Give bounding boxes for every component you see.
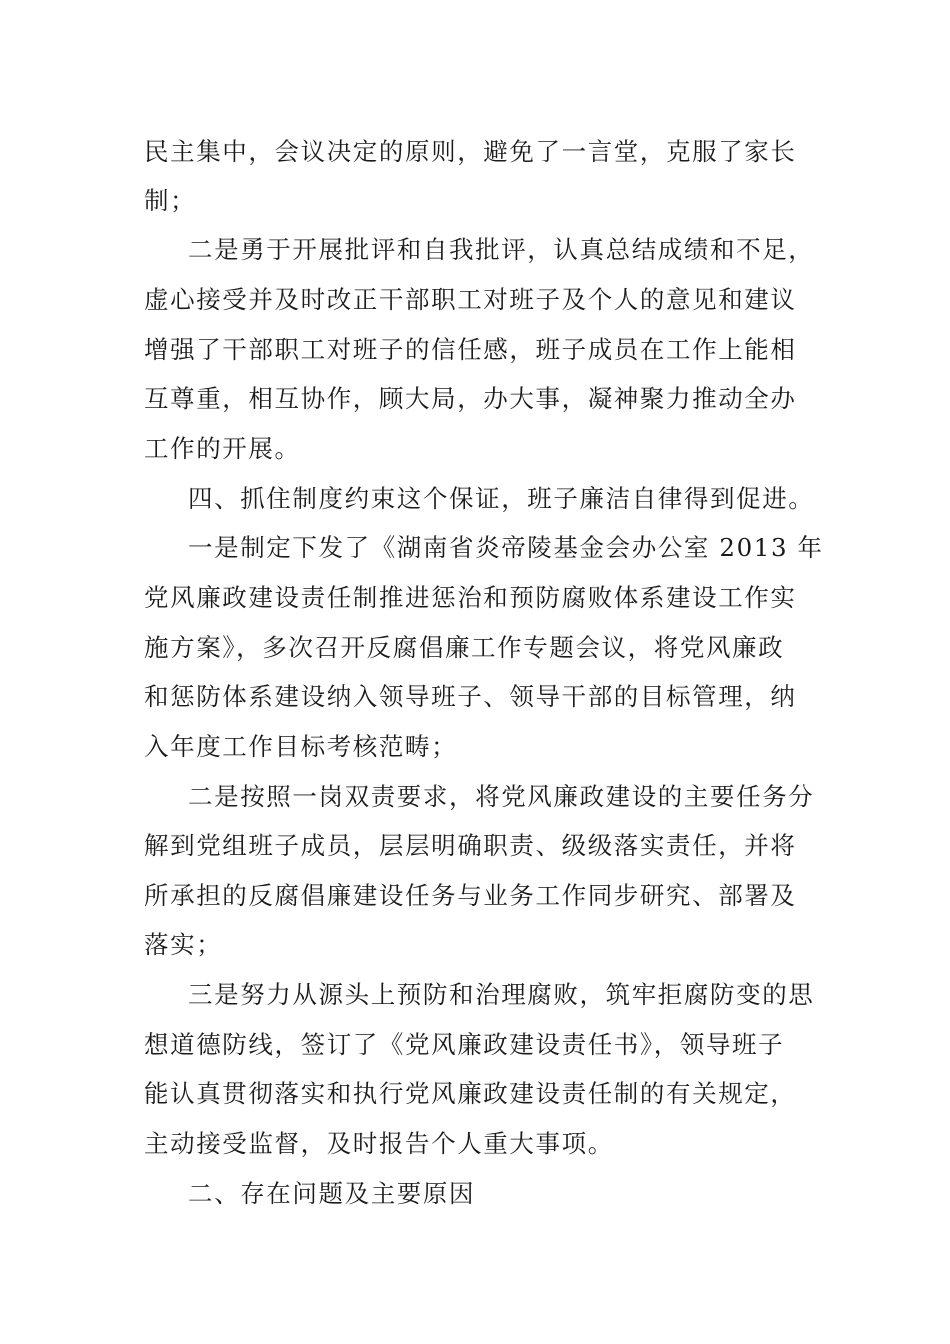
text-line: 制；: [144, 186, 197, 215]
text-line: 和惩防体系建设纳入领导班子、领导干部的目标管理，纳: [144, 682, 797, 711]
paragraph-start-line: 二是按照一岗双责要求，将党风廉政建设的主要任务分: [188, 782, 815, 811]
text-line: 增强了干部职工对班子的信任感，班子成员在工作上能相: [144, 335, 797, 364]
text-line: 施方案》，多次召开反腐倡廉工作专题会议，将党风廉政: [144, 633, 785, 662]
text-line: 想道德防线，签订了《党风廉政建设责任书》，领导班子: [144, 1030, 785, 1059]
text-line: 入年度工作目标考核范畴；: [144, 732, 458, 761]
paragraph-start-line: 三是努力从源头上预防和治理腐败，筑牢拒腐防变的思: [188, 980, 815, 1009]
text-line: 主动接受监督，及时报告个人重大事项。: [144, 1129, 614, 1158]
text-line: 所承担的反腐倡廉建设任务与业务工作同步研究、部署及: [144, 881, 797, 910]
text-line: 民主集中，会议决定的原则，避免了一言堂，克服了家长: [144, 137, 797, 166]
text-line: 落实；: [144, 930, 223, 959]
section-heading: 二、存在问题及主要原因: [188, 1179, 476, 1208]
paragraph-start-line: 二是勇于开展批评和自我批评，认真总结成绩和不足，: [188, 235, 815, 264]
text-line: 虚心接受并及时改正干部职工对班子及个人的意见和建议: [144, 285, 797, 314]
text-line: 互尊重，相互协作，顾大局，办大事，凝神聚力推动全办: [144, 384, 797, 413]
section-heading: 四、抓住制度约束这个保证，班子廉洁自律得到促进。: [188, 484, 815, 513]
text-line: 工作的开展。: [144, 434, 301, 463]
text-line: 解到党组班子成员，层层明确职责、级级落实责任，并将: [144, 831, 797, 860]
paragraph-start-line: 一是制定下发了《湖南省炎帝陵基金会办公室 2013 年: [188, 533, 824, 562]
text-line: 能认真贯彻落实和执行党风廉政建设责任制的有关规定，: [144, 1079, 797, 1108]
text-line: 党风廉政建设责任制推进惩治和预防腐败体系建设工作实: [144, 583, 797, 612]
